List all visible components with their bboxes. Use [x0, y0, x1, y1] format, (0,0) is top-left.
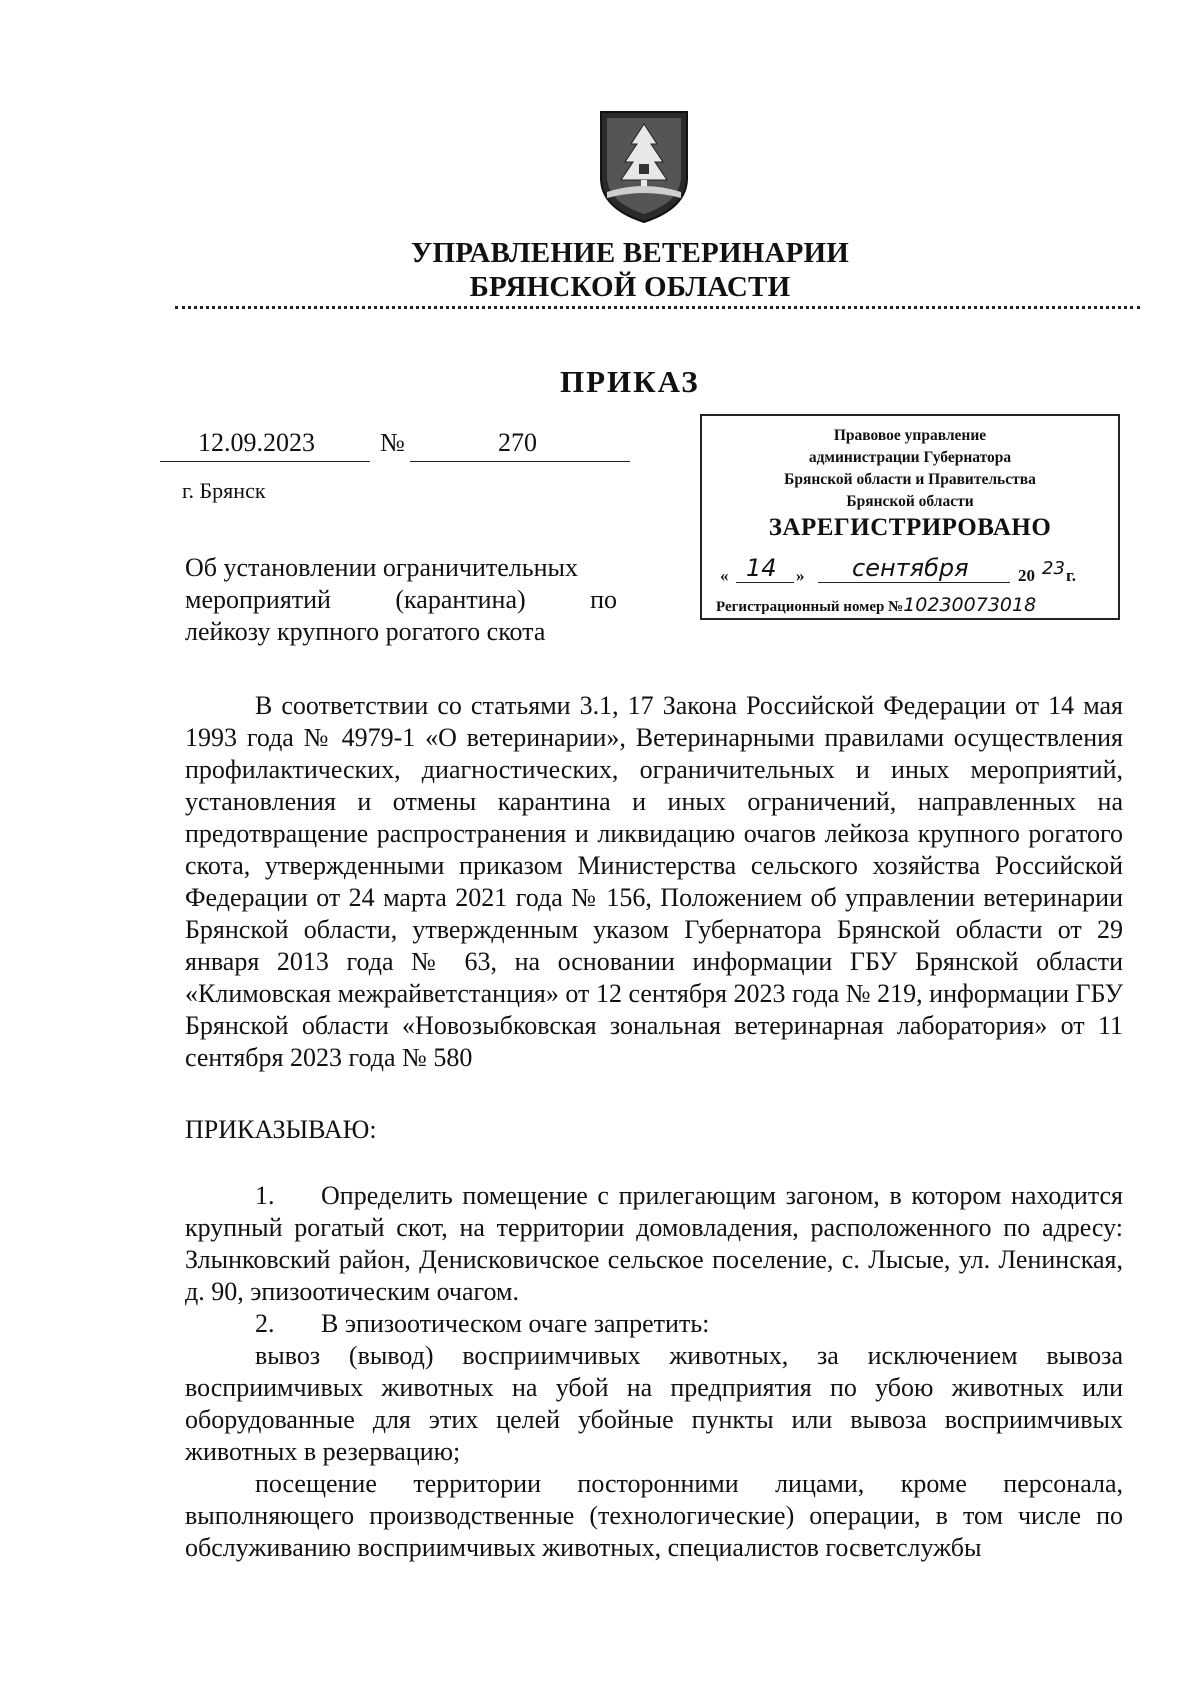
coat-of-arms-emblem	[595, 108, 693, 226]
stamp-date	[716, 556, 1108, 586]
document-title: ПРИКАЗ	[560, 364, 700, 399]
registration-stamp	[700, 414, 1120, 620]
subject-line: Об установлении ограничительных	[185, 553, 579, 582]
stamp-quote-close: »	[796, 566, 805, 585]
preamble-paragraph: В соответствии со статьями 3.1, 17 Закона Российской Федерации от 14 мая 1993 года № 4979-1 «О ветеринарии», Ветеринарными правилами осуществления профилактических, диагностических, ограничительных и иных мероприятий, установления и отмены карантина и иных ограничений, направленных на предотвращение распространения и ликвидацию очагов лейкоза крупного рогатого скота, утвержденными приказом Министерства сельского хозяйства Российской Федерации от 24 марта 2021 года № 156, Положением об управлении ветеринарии Брянской области, утвержденным указом Губернатора Брянской области от 29 января 2013 года № 63, на основании информации ГБУ Брянской области «Климовская межрайветстанция» от 12 сентября 2023 года № 219, информации ГБУ Брянской области «Новозыбковская зональная ветеринарная лаборатория» от 11 сентября 2023 года № 580	[185, 691, 1123, 1072]
stamp-month-underline	[818, 582, 1010, 583]
stamp-line: администрации Губернатора	[808, 449, 1012, 466]
stamp-quote-open: «	[720, 566, 729, 585]
stamp-day-underline	[736, 582, 794, 583]
header-divider	[175, 306, 1140, 309]
stamp-reg-number	[716, 594, 1036, 616]
item-text: В эпизоотическом очаге запретить:	[321, 1309, 710, 1338]
item-number: 2.	[255, 1309, 275, 1338]
stamp-line: Брянской области	[846, 493, 974, 510]
order-item-2	[185, 1308, 1123, 1340]
stamp-registered: ЗАРЕГИСТРИРОВАНО	[768, 514, 1052, 541]
stamp-reg-number-handwritten: 10230073018	[903, 594, 1037, 616]
order-number: 270	[498, 428, 537, 457]
organization-name-line1: УПРАВЛЕНИЕ ВЕТЕРИНАРИИ	[410, 237, 850, 269]
number-sign: №	[380, 428, 405, 457]
date-underline	[160, 461, 370, 462]
stamp-reg-label: Регистрационный номер №	[716, 599, 904, 615]
order-item-2-clause: посещение территории посторонними лицами, кроме персонала, выполняющего производственные (технологические) операции, в том числе по обслуживанию восприимчивых животных, специалистов госветслужбы	[185, 1469, 1123, 1562]
item-text: Определить помещение с прилегающим загоном, в котором находится крупный рогатый скот, на территории домовладения, расположенного по адресу: Злынковский район, Денисковичское сельское поселение, с. Лысые, ул. Ленинская, д. 90, эпизоотическим очагом.	[185, 1181, 1123, 1306]
date-number-line	[160, 428, 630, 462]
subject-line: лейкозу крупного рогатого скота	[185, 617, 546, 646]
number-underline	[410, 461, 630, 462]
stamp-year-suffix: г.	[1066, 566, 1077, 585]
organization-name-line2: БРЯНСКОЙ ОБЛАСТИ	[469, 271, 791, 303]
order-item-2-clause: вывоз (вывод) восприимчивых животных, за исключением вывоза восприимчивых животных на убой на предприятия по убою животных или оборудованные для этих целей убойные пункты или вывоза восприимчивых животных в резервацию;	[185, 1341, 1123, 1466]
stamp-day-handwritten: 14	[746, 554, 777, 582]
order-subject	[185, 552, 617, 648]
order-word: ПРИКАЗЫВАЮ:	[185, 1115, 377, 1144]
stamp-line: Правовое управление	[833, 427, 987, 444]
order-item-1	[185, 1180, 1123, 1308]
stamp-year-handwritten: 23	[1042, 558, 1065, 579]
item-number: 1.	[255, 1181, 275, 1210]
subject-line: мероприятий (карантина) по	[185, 585, 617, 614]
order-date: 12.09.2023	[198, 428, 315, 457]
city: г. Брянск	[182, 478, 266, 503]
stamp-line: Брянской области и Правительства	[784, 471, 1036, 488]
stamp-month-handwritten: сентября	[852, 554, 969, 582]
stamp-year-prefix: 20	[1018, 566, 1035, 585]
